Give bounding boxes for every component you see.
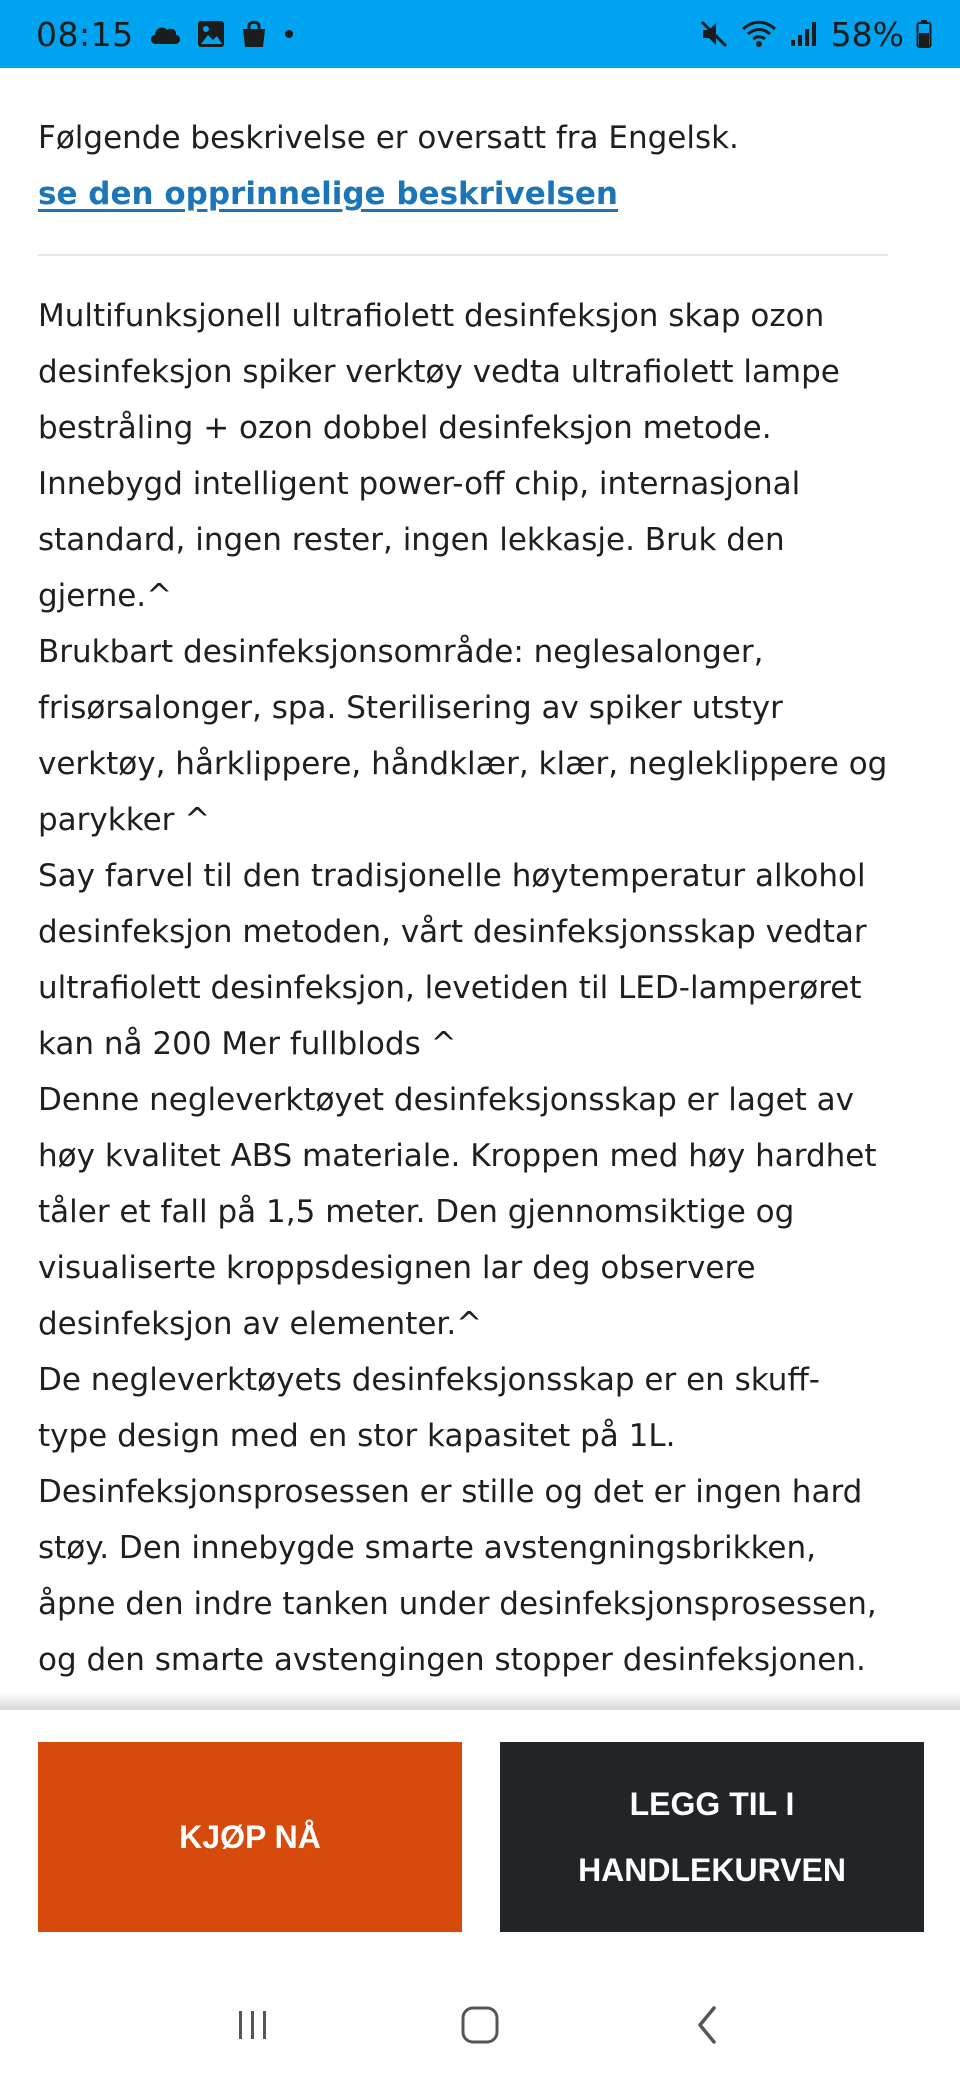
image-icon	[196, 19, 226, 49]
description-paragraph: De negleverktøyets desinfeksjonsskap er en skuff-type design med en stor kapasitet på 1L.	[38, 1362, 820, 1454]
status-time: 08:15	[36, 14, 134, 54]
description-paragraph: Say farvel til den tradisjonelle høytemperatur alkohol desinfeksjon metoden, vårt desinfeksjonsskap vedtar ultrafiolett desinfeksjon, levetiden til LED-lamperøret kan nå 200 Mer fullblods ^	[38, 858, 867, 1062]
wifi-icon	[741, 19, 777, 49]
add-to-cart-button[interactable]: LEGG TIL I HANDLEKURVEN	[500, 1742, 924, 1932]
recent-apps-icon[interactable]	[213, 1985, 293, 2065]
battery-percent: 58%	[830, 14, 904, 54]
status-bar	[0, 0, 960, 68]
signal-icon	[789, 20, 819, 48]
mute-icon	[699, 19, 729, 49]
description-paragraph: Brukbart desinfeksjonsområde: neglesalonger, frisørsalonger, spa. Sterilisering av spiker utstyr verktøy, hårklippere, håndklær, klær, negleklippere og parykker ^	[38, 634, 888, 838]
battery-icon	[916, 19, 932, 49]
system-nav-bar	[0, 1970, 960, 2080]
divider	[38, 254, 888, 256]
description-text	[38, 288, 888, 1688]
status-right	[699, 15, 932, 54]
dot-icon	[282, 27, 296, 41]
buy-now-button[interactable]: KJØP NÅ	[38, 1742, 462, 1932]
back-icon[interactable]	[667, 1985, 747, 2065]
home-icon[interactable]	[440, 1985, 520, 2065]
description-paragraph: Denne negleverktøyet desinfeksjonsskap er laget av høy kvalitet ABS materiale. Kroppen med høy hardhet tåler et fall på 1,5 meter. Den gjennomsiktige og visualiserte kroppsdesignen lar deg observere desinfeksjon av elementer.^	[38, 1082, 877, 1342]
scroll-shadow	[0, 1692, 960, 1710]
translated-note: Følgende beskrivelse er oversatt fra Engelsk.	[38, 120, 739, 156]
status-left	[36, 15, 296, 54]
description-paragraph: Desinfeksjonsprosessen er stille og det er ingen hard støy. Den innebygde smarte avstengningsbrikken, åpne den indre tanken under desinfeksjonsprosessen, og den smarte avstengingen stopper desinfeksjonen.	[38, 1474, 877, 1678]
original-description-link[interactable]: se den opprinnelige beskrivelsen	[38, 176, 618, 212]
cloud-icon	[148, 22, 182, 46]
action-bar	[0, 1710, 960, 1970]
product-description	[38, 68, 888, 1688]
shopping-bag-icon	[240, 19, 268, 49]
description-paragraph: Multifunksjonell ultrafiolett desinfeksjon skap ozon desinfeksjon spiker verktøy vedta ultrafiolett lampe bestråling + ozon dobbel desinfeksjon metode. Innebygd intelligent power-off chip, internasjonal standard, ingen rester, ingen lekkasje. Bruk den gjerne.^	[38, 298, 840, 614]
